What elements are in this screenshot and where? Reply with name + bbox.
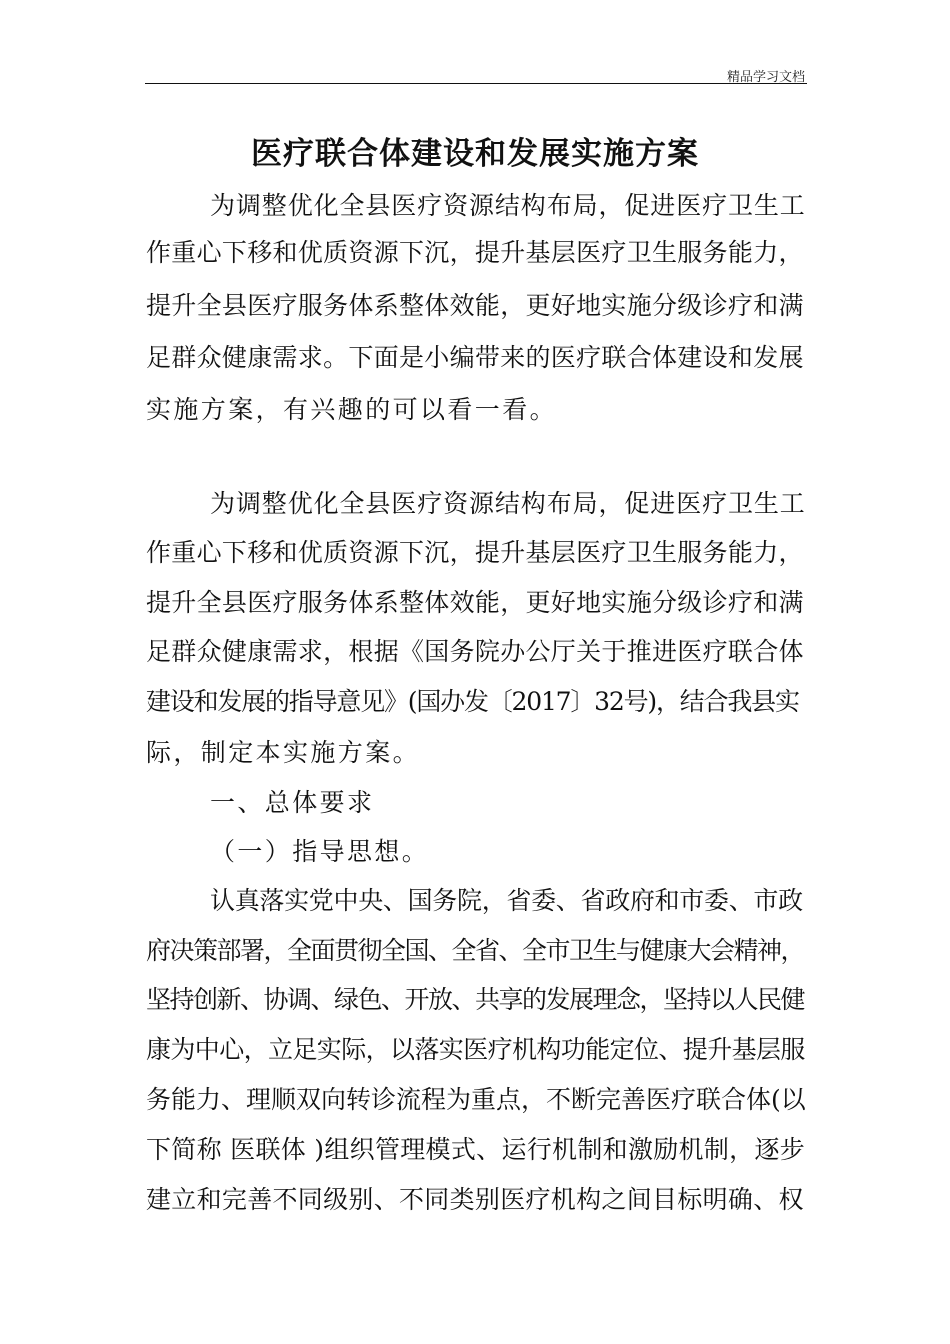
text-line: 际，制定本实施方案。 (146, 738, 421, 767)
text-line: 足群众健康需求。下面是小编带来的医疗联合体建设和发展 (146, 343, 804, 372)
text-line: （一）指导思想。 (210, 837, 430, 866)
text-line: 提升全县医疗服务体系整体效能，更好地实施分级诊疗和满 (146, 291, 804, 320)
text-line: 实施方案，有兴趣的可以看一看。 (146, 395, 558, 424)
header-divider (145, 83, 807, 84)
text-line: 认真落实党中央、国务院，省委、省政府和市委、市政 (210, 886, 803, 915)
text-line: 下简称 医联体 )组织管理模式、运行机制和激励机制，逐步 (146, 1135, 806, 1164)
text-line: 足群众健康需求，根据《国务院办公厅关于推进医疗联合体 (146, 637, 804, 666)
text-line: 府决策部署，全面贯彻全国、全省、全市卫生与健康大会精神， (146, 936, 805, 965)
text-line: 建设和发展的指导意见》(国办发〔2017〕32号)，结合我县实 (146, 687, 799, 716)
text-line: 作重心下移和优质资源下沉，提升基层医疗卫生服务能力， (146, 538, 804, 567)
text-line: 坚持创新、协调、绿色、开放、共享的发展理念，坚持以人民健 (146, 985, 805, 1014)
text-line: 一、总体要求 (210, 788, 375, 817)
text-line: 康为中心，立足实际，以落实医疗机构功能定位、提升基层服 (146, 1035, 805, 1064)
page-title: 医疗联合体建设和发展实施方案 (251, 136, 699, 172)
text-line: 提升全县医疗服务体系整体效能，更好地实施分级诊疗和满 (146, 588, 804, 617)
header-label: 精品学习文档 (726, 70, 805, 85)
text-line: 建立和完善不同级别、不同类别医疗机构之间目标明确、权 (146, 1185, 804, 1214)
text-line: 为调整优化全县医疗资源结构布局，促进医疗卫生工 (210, 191, 806, 220)
text-line: 务能力、理顺双向转诊流程为重点，不断完善医疗联合体(以 (146, 1085, 806, 1114)
text-line: 为调整优化全县医疗资源结构布局，促进医疗卫生工 (210, 489, 806, 518)
text-line: 作重心下移和优质资源下沉，提升基层医疗卫生服务能力， (146, 238, 804, 267)
